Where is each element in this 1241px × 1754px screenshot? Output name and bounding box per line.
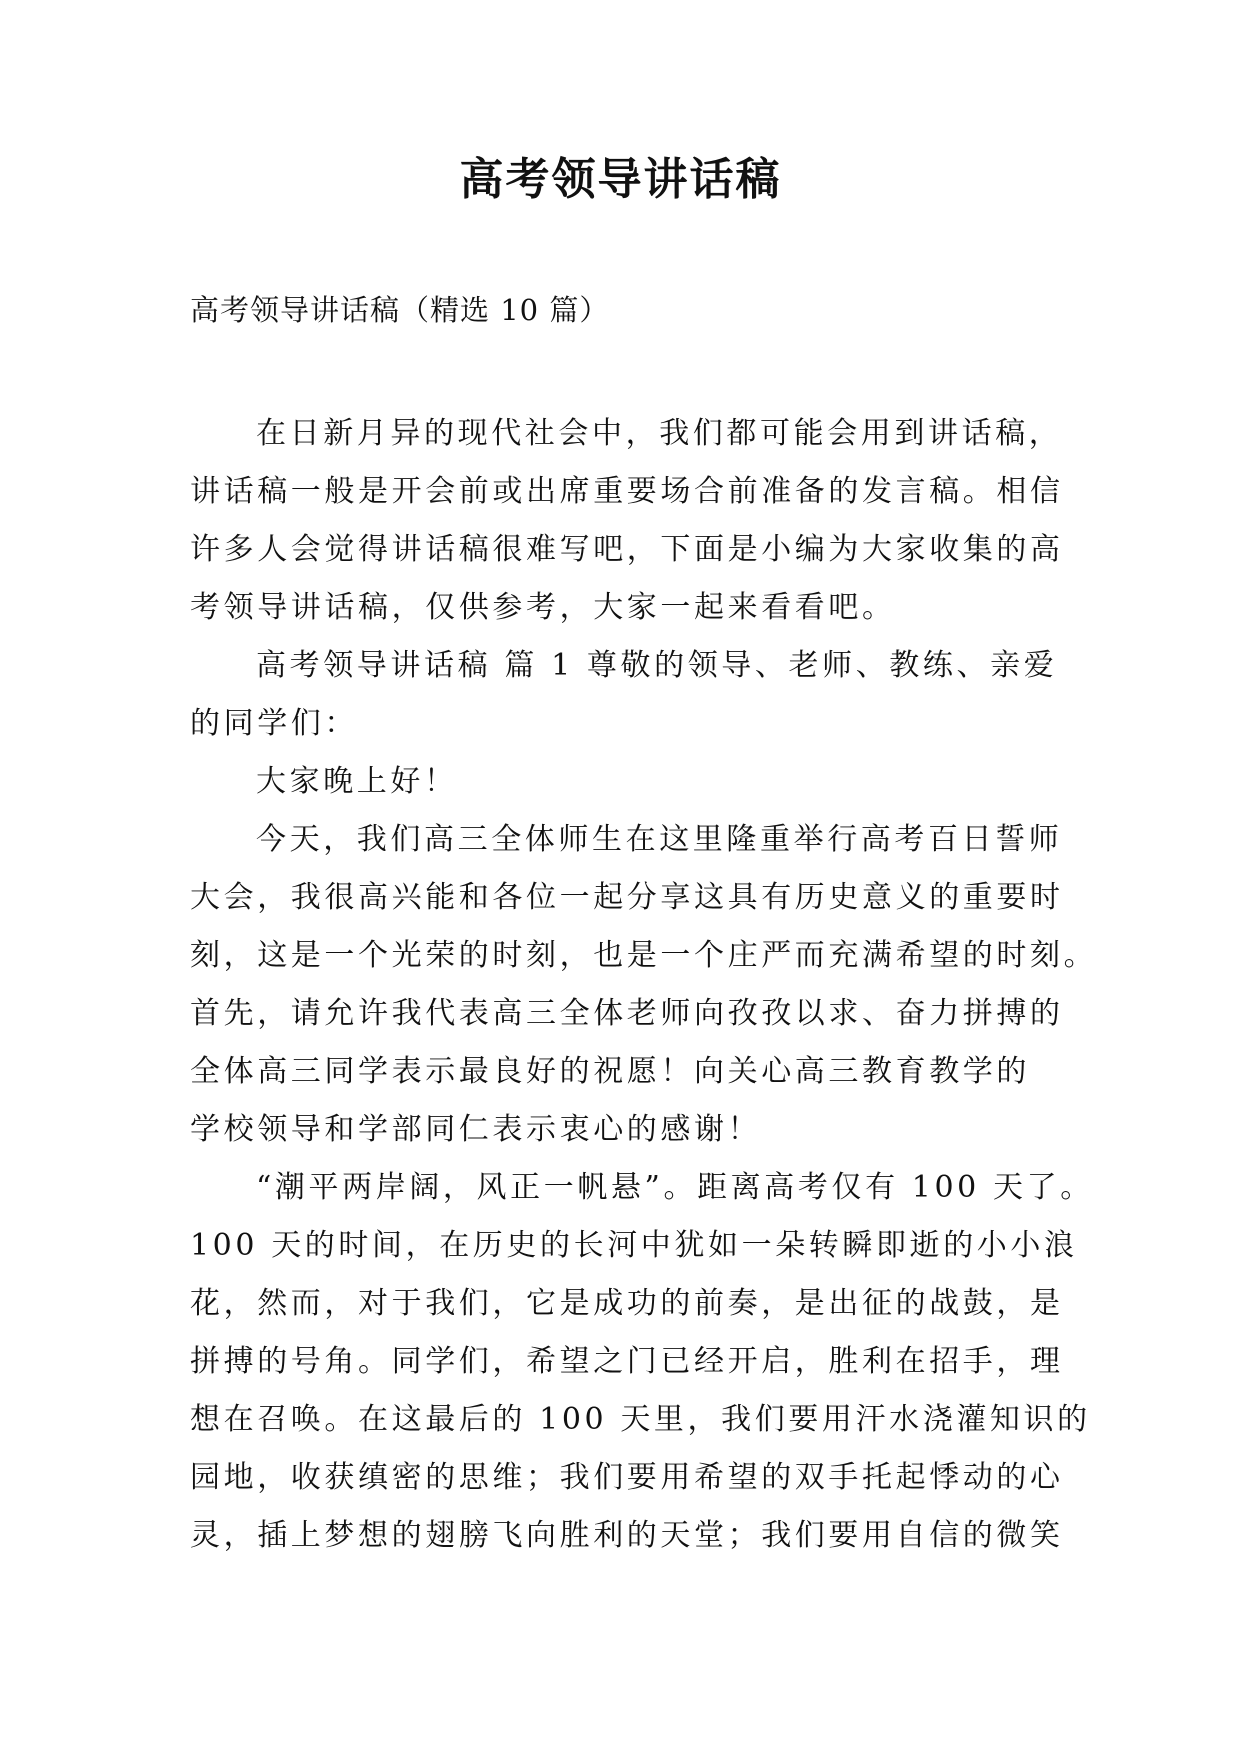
document-body [190, 405, 1098, 1565]
body-line: 学校领导和学部同仁表示衷心的感谢！ [190, 1112, 762, 1147]
body-line: 首先，请允许我代表高三全体老师向孜孜以求、奋力拼搏的 [190, 996, 1064, 1031]
body-line: 在日新月异的现代社会中，我们都可能会用到讲话稿， [256, 416, 1063, 451]
body-line: 想在召唤。在这最后的 100 天里，我们要用汗水浇灌知识的 [190, 1402, 1091, 1437]
body-line: “潮平两岸阔，风正一帆悬”。距离高考仅有 100 天了。 [256, 1170, 1094, 1205]
body-line: 拼搏的号角。同学们，希望之门已经开启，胜利在招手，理 [190, 1344, 1064, 1379]
body-line: 灵，插上梦想的翅膀飞向胜利的天堂；我们要用自信的微笑 [190, 1518, 1064, 1553]
body-line: 刻，这是一个光荣的时刻，也是一个庄严而充满希望的时刻。 [190, 938, 1098, 973]
body-line: 全体高三同学表示最良好的祝愿！向关心高三教育教学的 [190, 1054, 1030, 1089]
body-line: 的同学们： [190, 706, 358, 741]
document-title: 高考领导讲话稿 [459, 154, 782, 205]
body-line: 100 天的时间，在历史的长河中犹如一朵转瞬即逝的小小浪 [190, 1228, 1078, 1263]
body-line: 园地，收获缜密的思维；我们要用希望的双手托起悸动的心 [190, 1460, 1064, 1495]
body-line: 大家晚上好！ [256, 764, 458, 799]
body-line: 高考领导讲话稿 篇 1 尊敬的领导、老师、教练、亲爱 [256, 648, 1058, 683]
body-line: 考领导讲话稿，仅供参考，大家一起来看看吧。 [190, 590, 896, 625]
body-line: 花，然而，对于我们，它是成功的前奏，是出征的战鼓，是 [190, 1286, 1064, 1321]
body-line: 大会，我很高兴能和各位一起分享这具有历史意义的重要时 [190, 880, 1064, 915]
body-line: 讲话稿一般是开会前或出席重要场合前准备的发言稿。相信 [190, 474, 1064, 509]
document-subtitle: 高考领导讲话稿（精选 10 篇） [190, 293, 610, 327]
body-line: 许多人会觉得讲话稿很难写吧，下面是小编为大家收集的高 [190, 532, 1064, 567]
body-line: 今天，我们高三全体师生在这里隆重举行高考百日誓师 [256, 822, 1063, 857]
